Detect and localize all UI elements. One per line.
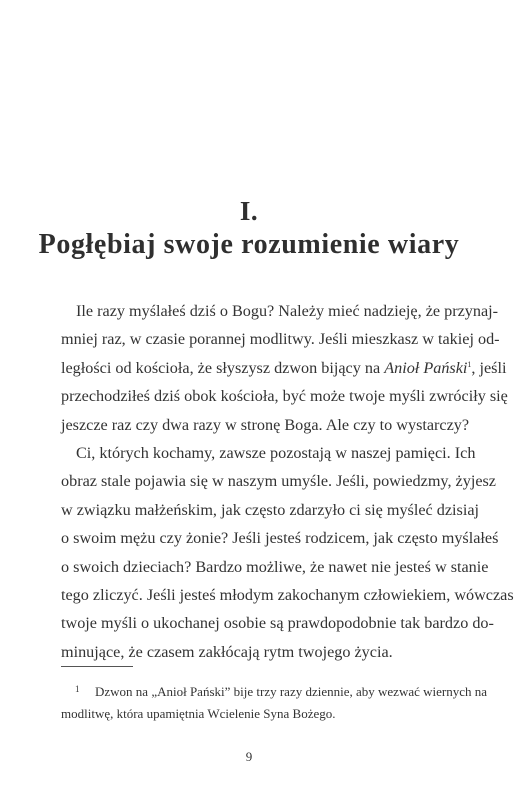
paragraph-2-line-7: twoje myśli o ukochanej osobie są prawdopodobnie tak bardzo do- (61, 614, 494, 633)
chapter-title: Pogłębiaj swoje rozumienie wiary (38, 229, 460, 260)
paragraph-2-line-4: o swoim mężu czy żonie? Jeśli jesteś rodzicem, jak często myślałeś (61, 529, 499, 548)
paragraph-1-line-3 (61, 354, 507, 382)
paragraph-1-line-1: Ile razy myślałeś dziś o Bogu? Należy mieć nadzieję, że przynaj- (76, 302, 499, 320)
paragraph-2-line-6: tego zliczyć. Jeśli jesteś młodym zakochanym człowiekiem, wówczas (61, 586, 514, 605)
paragraph-1-line-5: jeszcze raz czy dwa razy w stronę Boga. Ale czy to wystarczy? (61, 415, 470, 434)
paragraph-1-line-3-before: ległości od kościoła, że słyszysz dzwon bijący na (61, 358, 385, 377)
footnote-reference: 1 (467, 359, 472, 369)
paragraph-2-line-3: w związku małżeńskim, jak często zdarzyło ci się myśleć dzisiaj (61, 500, 480, 519)
footnote-line-1 (61, 678, 488, 703)
body-text (61, 297, 514, 666)
page-number: 9 (245, 749, 253, 764)
paragraph-1-line-3-after: , jeśli (471, 358, 507, 377)
paragraph-2-line-2: obraz stale pojawia się w naszym umyśle. Jeśli, powiedzmy, żyjesz (61, 472, 496, 491)
footnote-line-1-text: Dzwon na „Anioł Pański” bije trzy razy dziennie, aby wezwać wiernych na (95, 684, 488, 699)
paragraph-2-line-1: Ci, których kochamy, zawsze pozostają w naszej pamięci. Ich (76, 444, 476, 463)
footnote (61, 678, 488, 725)
angelus-title: Anioł Pański (384, 358, 468, 377)
paragraph-2-line-5: o swoich dzieciach? Bardzo możliwe, że nawet nie jesteś w stanie (61, 557, 489, 576)
footnote-line-2: modlitwę, która upamiętnia Wcielenie Syna Bożego. (61, 706, 336, 721)
footnote-marker: 1 (75, 684, 80, 694)
chapter-number: I. (239, 196, 259, 226)
paragraph-2-line-8: minujące, że czasem zakłócają rytm twojego życia. (61, 642, 393, 661)
footnote-divider (61, 666, 133, 667)
paragraph-1-line-2: mniej raz, w czasie porannej modlitwy. Jeśli mieszkasz w takiej od- (61, 330, 500, 349)
paragraph-1-line-4: przechodziłeś dziś obok kościoła, być może twoje myśli zwróciły się (61, 387, 508, 406)
